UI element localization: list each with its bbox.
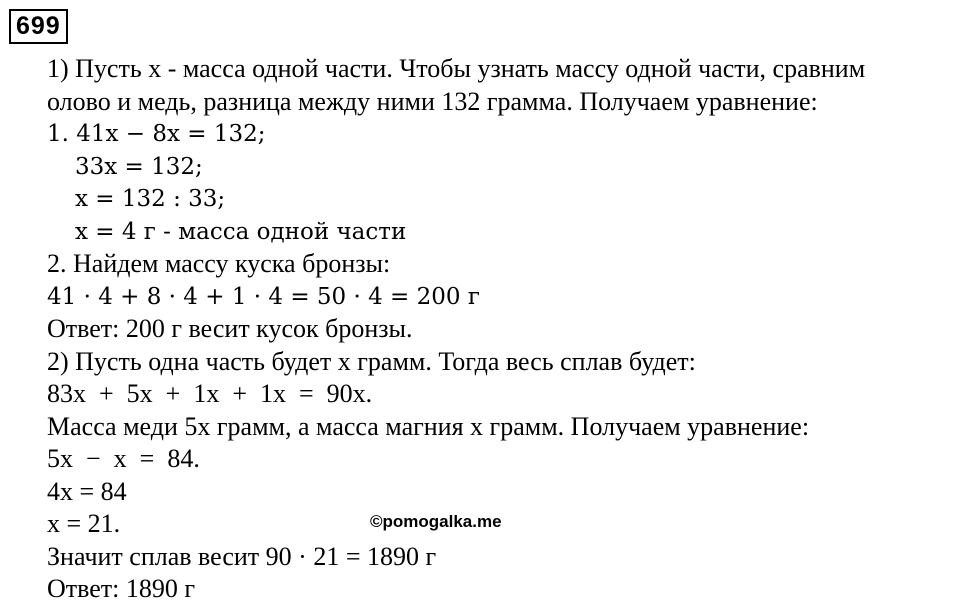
equation-line: x = 4 г - масса одной части [75,218,407,245]
equation-line: 4x = 84 [47,476,127,506]
text-line: Значит сплав весит 90 · 21 = 1890 г [47,541,437,571]
text-line: 1) Пусть х - масса одной части. Чтобы узнать массу одной части, сравним [47,54,866,83]
solution-text [47,53,960,606]
answer-line: Ответ: 1890 г [47,574,196,603]
equation-line: 5x − x = 84. [47,444,200,473]
equation-line: 41 · 4 + 8 · 4 + 1 · 4 = 50 · 4 = 200 г [47,283,480,310]
equation-line: 83x + 5x + 1x + 1x = 90x. [47,379,373,408]
text-line: Масса меди 5х грамм, а масса магния х грамм. Получаем уравнение: [47,411,810,441]
equation-line: 33x = 132; [75,153,203,180]
equation-line: 1. 41x − 8x = 132; [47,121,266,147]
answer-line: Ответ: 200 г весит кусок бронзы. [47,314,413,343]
equation-line: x = 132 : 33; [75,186,226,212]
text-line: 2. Найдем массу куска бронзы: [47,249,391,278]
problem-number: 699 [9,9,68,44]
equation-line: x = 21. [47,509,121,538]
text-line: 2) Пусть одна часть будет х грамм. Тогда весь сплав будет: [47,346,696,376]
watermark: ©pomogalka.me [370,512,502,531]
text-line: олово и медь, разница между ними 132 грамма. Получаем уравнение: [47,86,818,116]
